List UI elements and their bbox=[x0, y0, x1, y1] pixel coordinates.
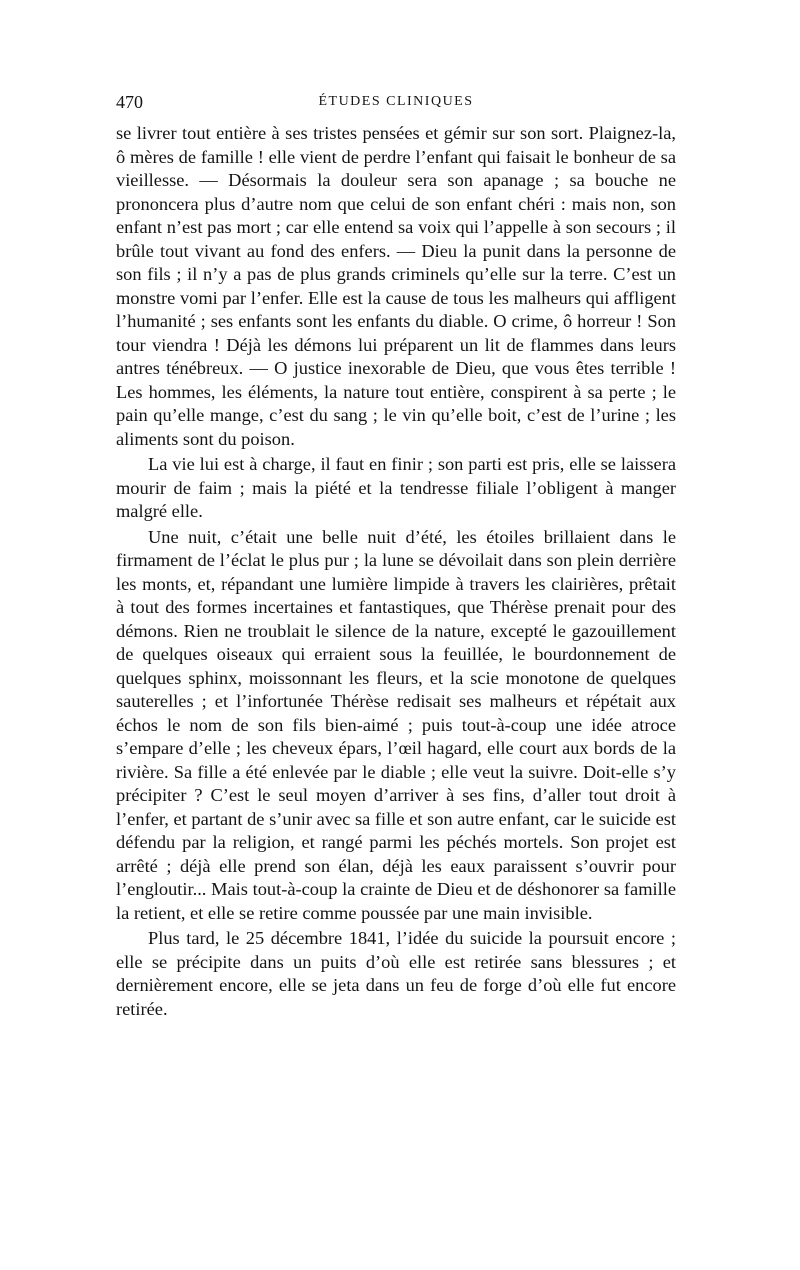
paragraph: La vie lui est à charge, il faut en finir ; son parti est pris, elle se laissera mourir de faim ; mais la piété et la tendresse filiale l’obligent à manger malgré elle. bbox=[116, 454, 676, 521]
book-page bbox=[116, 92, 676, 1021]
body-text bbox=[116, 122, 676, 1021]
paragraph: Plus tard, le 25 décembre 1841, l’idée du suicide la poursuit encore ; elle se précipite dans un puits d’où elle est retirée sans blessures ; et dernièrement encore, elle se jeta dans un feu de forge d’où elle fut encore retirée. bbox=[116, 928, 676, 1019]
paragraph-continued: se livrer tout entière à ses tristes pensées et gémir sur son sort. Plaignez-la, ô mères de famille ! elle vient de perdre l’enfant qui faisait le bonheur de sa vieillesse. — Désormais la douleur sera son apanage ; sa bouche ne prononcera plus d’autre nom que celui de son enfant chéri : mais non, son enfant n’est pas mort ; car elle entend sa voix qui l’appelle à son secours ; il brûle tout vivant au fond des enfers. — Dieu la punit dans la personne de son fils ; il n’y a pas de plus grands criminels qu’elle sur la terre. C’est un monstre vomi par l’enfer. Elle est la cause de tous les malheurs qui affligent l’humanité ; ses enfants sont les enfants du diable. O crime, ô horreur ! Son tour viendra ! Déjà les démons lui préparent un lit de flammes dans leurs antres ténébreux. — O justice inexorable de Dieu, que vous êtes terrible ! Les hommes, les éléments, la nature tout entière, conspirent à sa perte ; le pain qu’elle mange, c’est du sang ; le vin qu’elle boit, c’est de l’urine ; les aliments sont du poison. bbox=[116, 123, 676, 449]
running-title: ÉTUDES CLINIQUES bbox=[318, 94, 474, 109]
paragraph: Une nuit, c’était une belle nuit d’été, les étoiles brillaient dans le firmament de l’éclat le plus pur ; la lune se dévoilait dans son plein derrière les monts, et, répandant une lumière limpide à travers les clairières, prêtait à tout des formes incertaines et fantastiques, que Thérèse prenait pour des démons. Rien ne troublait le silence de la nature, excepté le gazouillement de quelques oiseaux qui erraient sous la feuillée, le bourdonnement de quelques sphinx, moissonnant les fleurs, et la scie monotone de quelques sauterelles ; et l’infortunée Thérèse redisait ses malheurs et répétait aux échos le nom de son fils bien-aimé ; puis tout-à-coup une idée atroce s’empare d’elle ; les cheveux épars, l’œil hagard, elle court aux bords de la rivière. Sa fille a été enlevée par le diable ; elle veut la suivre. Doit-elle s’y précipiter ? C’est le seul moyen d’arriver à ses fins, d’aller tout droit à l’enfer, et partant de s’unir avec sa fille et son autre enfant, car le suicide est défendu par la religion, et rangé parmi les péchés mortels. Son projet est arrêté ; déjà elle prend son élan, déjà les eaux paraissent s’ouvrir pour l’engloutir... Mais tout-à-coup la crainte de Dieu et de déshonorer sa famille la retient, et elle se retire comme poussée par une main invisible. bbox=[116, 526, 676, 923]
running-head bbox=[116, 92, 676, 122]
page-number: 470 bbox=[116, 92, 143, 112]
